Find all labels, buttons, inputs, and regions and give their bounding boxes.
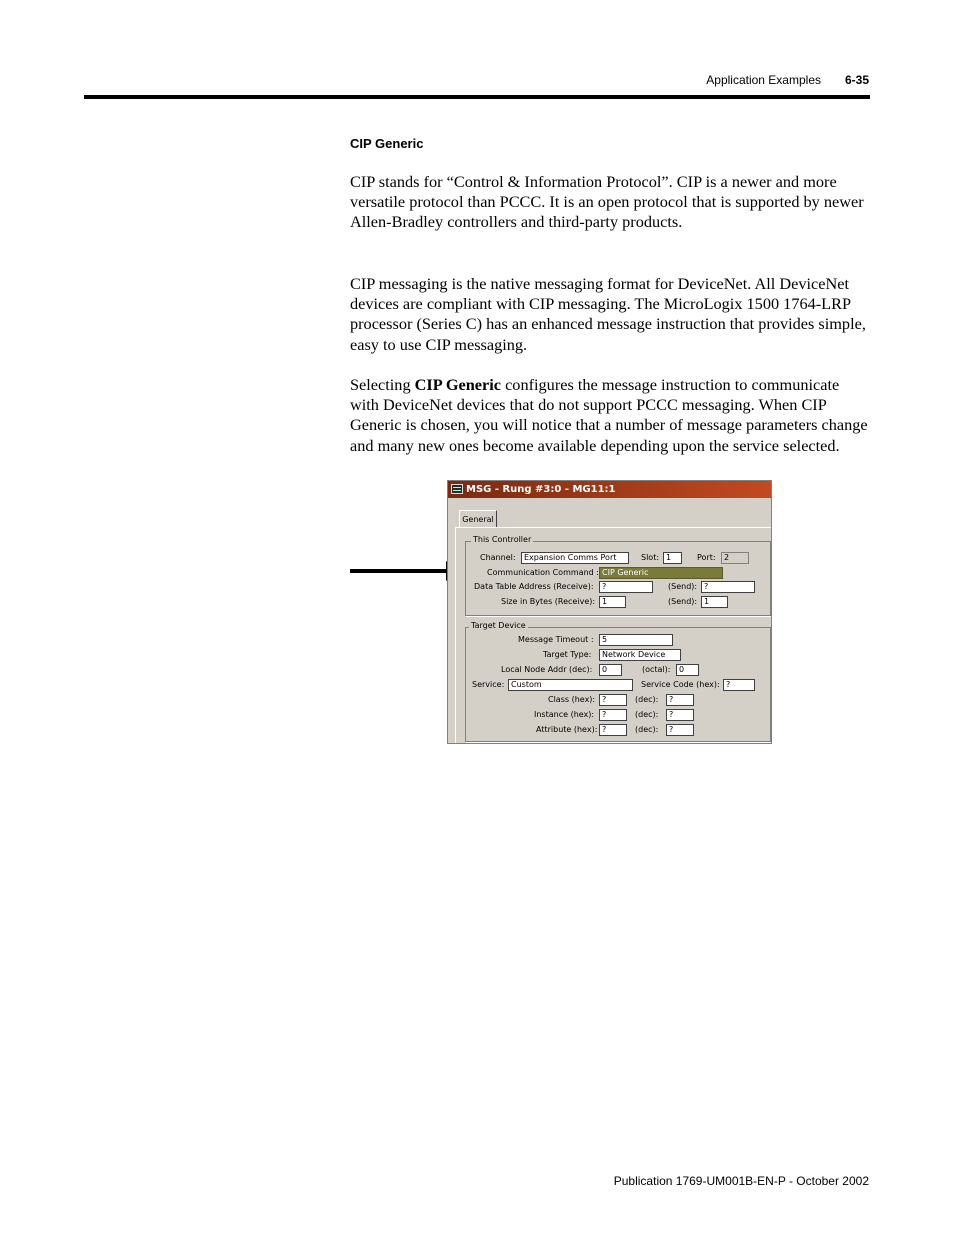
local-node-addr-label: Local Node Addr (dec):	[501, 665, 593, 674]
instance-hex-field[interactable]: ?	[599, 709, 627, 721]
instance-dec-label: (dec):	[635, 710, 659, 719]
target-device-legend: Target Device	[471, 621, 526, 630]
port-field[interactable]: 2	[721, 552, 749, 564]
size-in-bytes-label: Size in Bytes (Receive):	[501, 597, 596, 606]
attribute-hex-label: Attribute (hex):	[536, 725, 598, 734]
service-select[interactable]: Custom	[508, 679, 633, 691]
callout-arrow-line	[350, 569, 450, 573]
class-dec-label: (dec):	[635, 695, 659, 704]
header-rule	[84, 95, 870, 99]
service-label: Service:	[472, 680, 505, 689]
target-type-label: Target Type:	[543, 650, 592, 659]
ladder-app-icon	[451, 484, 463, 494]
class-hex-label: Class (hex):	[548, 695, 596, 704]
attribute-dec-label: (dec):	[635, 725, 659, 734]
page-number: 6-35	[844, 73, 869, 87]
local-node-addr-field[interactable]: 0	[599, 664, 622, 676]
instance-dec-field[interactable]: ?	[666, 709, 694, 721]
attribute-dec-field[interactable]: ?	[666, 724, 694, 736]
service-code-field[interactable]: ?	[723, 679, 755, 691]
comm-command-select[interactable]: CIP Generic	[599, 567, 723, 579]
publication-footer: Publication 1769-UM001B-EN-P - October 2002	[613, 1174, 869, 1188]
section-title: CIP Generic	[350, 136, 424, 151]
channel-label: Channel:	[480, 553, 516, 562]
paragraph-selecting-cip-generic	[350, 375, 870, 456]
port-label: Port:	[697, 553, 716, 562]
paragraph-cip-messaging: CIP messaging is the native messaging format for DeviceNet. All DeviceNet devices are compliant with CIP messaging. The MicroLogix 1500 1764-LRP processor (Series C) has an enhanced message instruction that provides simple, easy to use CIP messaging.	[350, 274, 866, 354]
size-send-label: (Send):	[668, 597, 698, 606]
size-receive-field[interactable]: 1	[599, 596, 626, 608]
paragraph-cip-definition: CIP stands for “Control & Information Protocol”. CIP is a newer and more versatile protocol than PCCC. It is an open protocol that is supported by newer Allen-Bradley controllers and third-party products.	[350, 172, 864, 232]
data-table-address-send-field[interactable]: ?	[701, 581, 755, 593]
send-label: (Send):	[668, 582, 698, 591]
target-type-select[interactable]: Network Device	[599, 649, 681, 661]
message-timeout-label: Message Timeout :	[518, 635, 594, 644]
comm-command-label: Communication Command :	[487, 568, 599, 577]
data-table-address-label: Data Table Address (Receive):	[474, 582, 594, 591]
channel-field[interactable]: Expansion Comms Port	[521, 552, 629, 564]
class-hex-field[interactable]: ?	[599, 694, 627, 706]
octal-label: (octal):	[642, 665, 671, 674]
running-header: Application Examples	[706, 73, 821, 87]
p3-text-start: Selecting	[350, 375, 415, 394]
dialog-titlebar[interactable]	[448, 481, 771, 498]
class-dec-field[interactable]: ?	[666, 694, 694, 706]
tab-general[interactable]: General	[459, 510, 497, 527]
slot-field[interactable]: 1	[663, 552, 682, 564]
attribute-hex-field[interactable]: ?	[599, 724, 627, 736]
service-code-label: Service Code (hex):	[641, 680, 720, 689]
dialog-title: MSG - Rung #3:0 - MG11:1	[466, 484, 616, 495]
p3-text-end: configures the message instruction to communicate with DeviceNet devices that do not support PCCC messaging. When CIP Generic is chosen, you will notice that a number of message parameters change and many new ones become available depending upon the service selected.	[350, 375, 868, 455]
this-controller-legend: This Controller	[473, 535, 532, 544]
size-send-field[interactable]: 1	[701, 596, 728, 608]
instance-hex-label: Instance (hex):	[534, 710, 595, 719]
message-timeout-field[interactable]: 5	[599, 634, 673, 646]
data-table-address-receive-field[interactable]: ?	[599, 581, 653, 593]
octal-field[interactable]: 0	[676, 664, 699, 676]
msg-dialog	[447, 480, 772, 744]
p3-bold-term: CIP Generic	[414, 375, 502, 394]
slot-label: Slot:	[641, 553, 660, 562]
